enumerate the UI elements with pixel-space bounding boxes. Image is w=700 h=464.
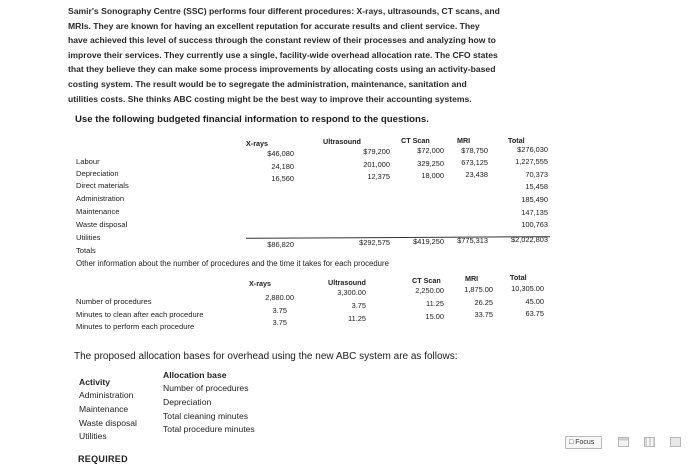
- totals-cell-ctscan: $419,250: [413, 237, 444, 246]
- other-cell-mri: 26.25: [474, 298, 493, 307]
- budget-row-label: Totals: [76, 246, 96, 255]
- budget-row-label: Maintenance: [76, 207, 120, 216]
- intro-line: have achieved this level of success through the constant review of their processes and analyzing how to: [68, 35, 496, 46]
- activity-item: Waste disposal: [79, 418, 137, 428]
- other-cell-total: 63.75: [525, 309, 544, 318]
- print-layout-icon[interactable]: [644, 437, 655, 447]
- budget-row-label: Labour: [76, 157, 100, 166]
- budget-row-label: Direct materials: [76, 181, 129, 190]
- intro-line: improve their services. They currently use a single, facility-wide overhead allocation rate. The CFO states: [68, 49, 498, 60]
- totals-cell-total: $2,022,803: [511, 235, 548, 244]
- other-cell-mri: 1,875.00: [464, 285, 493, 294]
- budget-cell-total: 100,763: [521, 220, 548, 229]
- budget-cell-xrays: $46,080: [267, 149, 294, 158]
- budget-cell-mri: $78,750: [461, 146, 488, 155]
- other-cell-ctscan: 15.00: [425, 312, 444, 321]
- other-header-mri: MRI: [465, 274, 479, 283]
- instruction-line: Use the following budgeted financial information to respond to the questions.: [75, 114, 429, 125]
- activity-item: Maintenance: [79, 404, 129, 414]
- budget-row-label: Depreciation: [76, 169, 119, 178]
- other-cell-ctscan: 11.25: [426, 299, 444, 308]
- other-info-title: Other information about the number of procedures and the time it takes for each procedure: [76, 259, 389, 268]
- budget-cell-total: 70,373: [525, 170, 548, 179]
- other-cell-xrays: 3.75: [272, 306, 287, 315]
- totals-rule: [246, 236, 550, 239]
- intro-line: MRIs. They are known for having an excellent reputation for accurate results and client service. They: [68, 20, 480, 31]
- read-mode-icon[interactable]: [618, 437, 629, 447]
- budget-header-xrays: X-rays: [246, 139, 268, 148]
- allocation-base-item: Depreciation: [163, 397, 212, 407]
- focus-icon: □: [569, 439, 574, 446]
- budget-header-ultrasound: Ultrasound: [323, 137, 361, 146]
- totals-cell-xrays: $86,820: [267, 240, 294, 249]
- budget-cell-ctscan: 329,250: [417, 159, 444, 168]
- totals-cell-mri: $775,313: [457, 236, 488, 245]
- focus-button[interactable]: [565, 436, 602, 449]
- intro-line: costing system. The result would be to segregate the administration, maintenance, sanitation and: [68, 78, 467, 89]
- budget-cell-total: 185,490: [521, 195, 548, 204]
- other-header-ctscan: CT Scan: [412, 276, 441, 285]
- budget-cell-xrays: 16,560: [271, 174, 294, 183]
- other-row-label: Number of procedures: [76, 297, 152, 306]
- web-layout-icon[interactable]: [670, 437, 681, 447]
- activity-header: Activity: [79, 377, 111, 387]
- budget-cell-ultrasound: 12,375: [367, 172, 390, 181]
- totals-cell-ultrasound: $292,575: [359, 238, 390, 247]
- proposed-allocation-line: The proposed allocation bases for overhead using the new ABC system are as follows:: [74, 351, 458, 362]
- budget-cell-mri: 23,438: [465, 170, 488, 179]
- focus-label: Focus: [575, 439, 595, 446]
- other-header-total: Total: [510, 273, 527, 282]
- budget-cell-ultrasound: $79,200: [363, 147, 390, 156]
- other-row-label: Minutes to clean after each procedure: [76, 310, 204, 319]
- budget-cell-total: $276,030: [517, 145, 548, 154]
- other-header-xrays: X-rays: [249, 279, 271, 288]
- other-cell-xrays: 2,880.00: [265, 293, 294, 302]
- budget-header-total: Total: [508, 136, 525, 145]
- activity-item: Utilities: [79, 431, 107, 441]
- other-row-label: Minutes to perform each procedure: [76, 322, 195, 331]
- budget-cell-total: 1,227,555: [515, 157, 548, 166]
- other-cell-mri: 33.75: [474, 310, 493, 319]
- budget-header-mri: MRI: [457, 136, 471, 145]
- budget-cell-ctscan: 18,000: [421, 171, 444, 180]
- budget-cell-ctscan: $72,000: [417, 146, 444, 155]
- budget-cell-xrays: 24,180: [271, 162, 294, 171]
- other-cell-ctscan: 2,250.00: [415, 286, 444, 295]
- budget-row-label: Administration: [76, 194, 125, 203]
- other-cell-ultrasound: 3,300.00: [337, 288, 366, 297]
- required-heading: REQUIRED: [78, 454, 128, 464]
- allocation-base-item: Total procedure minutes: [163, 424, 255, 434]
- other-header-ultrasound: Ultrasound: [328, 278, 366, 287]
- budget-cell-total: 15,458: [525, 182, 548, 191]
- other-cell-total: 10,305.00: [511, 284, 544, 293]
- other-cell-xrays: 3.75: [272, 318, 287, 327]
- intro-line: Samir's Sonography Centre (SSC) performs four different procedures: X-rays, ultrasounds, CT scans, and: [68, 6, 500, 16]
- budget-cell-mri: 673,125: [461, 158, 488, 167]
- allocation-base-header: Allocation base: [163, 370, 227, 380]
- intro-line: utilities costs. She thinks ABC costing might be the best way to improve their accounting systems.: [68, 93, 472, 104]
- intro-paragraph: [68, 4, 638, 106]
- activity-item: Administration: [79, 390, 134, 400]
- intro-line: that they believe they can make some process improvements by allocating costs using an activity-based: [68, 64, 496, 75]
- budget-row-label: Waste disposal: [76, 220, 128, 229]
- budget-cell-total: 147,135: [521, 208, 548, 217]
- other-cell-total: 45.00: [525, 297, 544, 306]
- budget-row-label: Utilities: [76, 233, 101, 242]
- budget-cell-ultrasound: 201,000: [363, 160, 390, 169]
- budget-header-ctscan: CT Scan: [401, 136, 430, 145]
- other-cell-ultrasound: 11.25: [348, 314, 366, 323]
- allocation-base-item: Number of procedures: [163, 383, 249, 393]
- other-cell-ultrasound: 3.75: [351, 301, 366, 310]
- allocation-base-item: Total cleaning minutes: [163, 411, 249, 421]
